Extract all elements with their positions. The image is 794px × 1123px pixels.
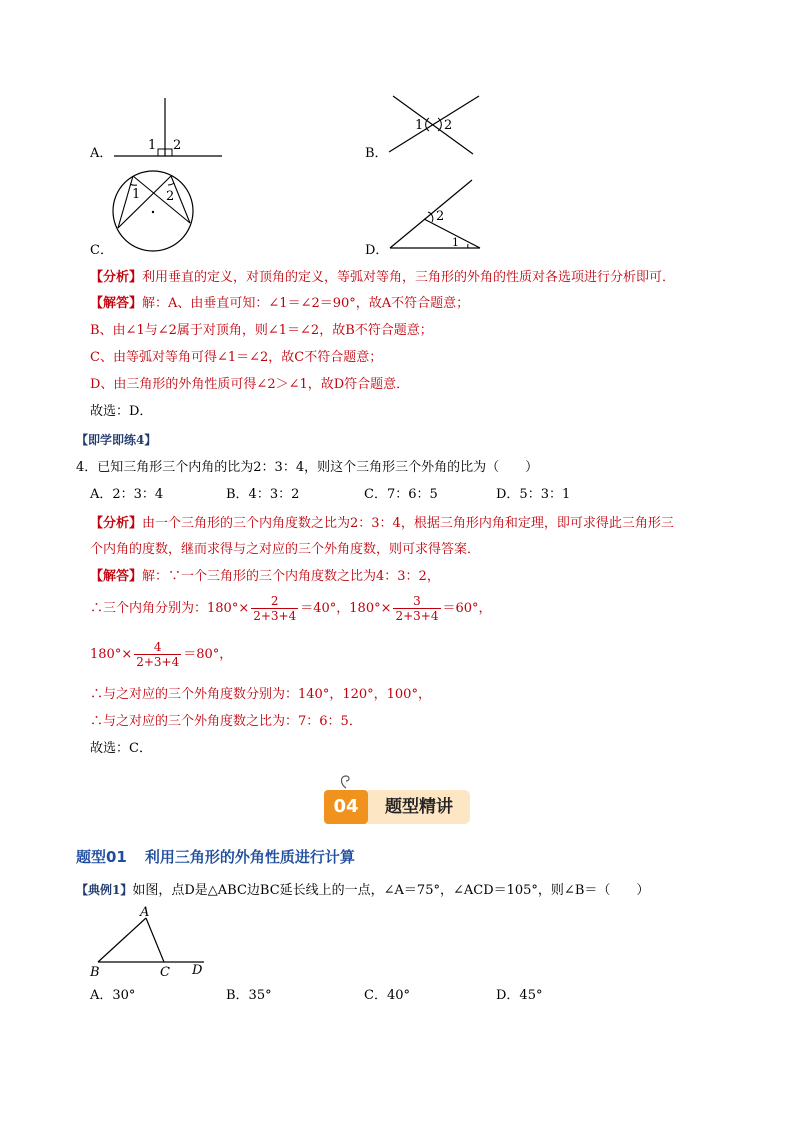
frac2-num: 3 [393, 594, 440, 609]
frac1-den: 2+3+4 [253, 609, 297, 623]
analysis-text: 利用垂直的定义，对顶角的定义，等弧对等角，三角形的外角的性质对各选项进行分析即可． [142, 270, 676, 285]
figure-b-vertical-angles [385, 92, 485, 158]
fraction-4-over-9 [134, 640, 181, 669]
frac1-num: 2 [251, 594, 298, 609]
option-b-label: B． [365, 146, 388, 161]
point-b-label: B [90, 965, 100, 980]
practice4-option-b: B．4：3：2 [226, 487, 300, 502]
example1-text: 如图，点D是△ABC边BC延长线上的一点，∠A＝75°，∠ACD＝105°，则∠B＝（ ） [132, 883, 650, 898]
section-badge [324, 786, 472, 826]
p4-choice: 故选：C． [90, 741, 152, 756]
fig-d-angle1: 1 [452, 236, 459, 249]
practice4-tag: 【即学即练4】 [76, 433, 157, 447]
example1-tag: 【典例1】 [76, 883, 133, 897]
answer-line-a: 解：A、由垂直可知：∠1＝∠2＝90°，故A不符合题意； [142, 296, 470, 311]
fig-c-angle1: 1 [132, 187, 141, 202]
q3-analysis [90, 270, 675, 286]
option-c-label: C． [90, 243, 113, 258]
p4-calc-line1 [90, 594, 492, 623]
example1-option-c: C．40° [364, 988, 410, 1003]
point-d-label: D [192, 963, 203, 978]
point-c-label: C [160, 965, 170, 980]
fig-b-angle1: 1 [415, 118, 424, 133]
example1-option-a: A．30° [90, 988, 136, 1003]
p4-answer-line1: 解：∵一个三角形的三个内角度数之比为4：3：2， [142, 569, 440, 584]
practice4-option-a: A．2：3：4 [90, 487, 164, 502]
point-a-label: A [140, 905, 150, 920]
figure-c-circle [108, 168, 200, 254]
p4-answer-tag: 【解答】 [90, 569, 143, 584]
practice4-answer [90, 569, 440, 585]
q3-answer-line-b: B、由∠1与∠2属于对顶角，则∠1＝∠2，故B不符合题意； [90, 323, 433, 338]
section-number: 04 [324, 790, 368, 824]
p4-analysis-line1: 由一个三角形的三个内角度数之比为2：3：4，根据三角形内角和定理，即可求得此三角形三 [142, 516, 674, 531]
calc1-prefix: ∴三个内角分别为：180°× [90, 601, 250, 616]
frac3-den: 2+3+4 [136, 655, 180, 669]
p4-calc-line2 [90, 640, 232, 669]
fig-b-angle2: 2 [444, 118, 453, 133]
p4-analysis-line2: 个内角的度数，继而求得与之对应的三个外角度数，则可求得答案． [90, 542, 481, 557]
type01-number: 题型01 [76, 848, 127, 866]
fig-a-angle1: 1 [148, 138, 157, 153]
practice4-option-d: D．5：3：1 [496, 487, 571, 502]
example1-option-d: D．45° [496, 988, 543, 1003]
option-a-label: A． [90, 146, 113, 161]
example1 [76, 882, 649, 899]
frac3-num: 4 [134, 640, 181, 655]
q3-answer-line-c: C、由等弧对等角可得∠1＝∠2，故C不符合题意； [90, 350, 383, 365]
section-title: 题型精讲 [368, 790, 470, 824]
p4-exterior-angles: ∴与之对应的三个外角度数分别为：140°，120°，100°， [90, 687, 431, 702]
q3-choice: 故选：D． [90, 404, 153, 419]
practice4-analysis [90, 516, 674, 532]
frac2-den: 2+3+4 [395, 609, 439, 623]
fig-d-angle2: 2 [436, 209, 445, 224]
answer-tag: 【解答】 [90, 296, 143, 311]
analysis-tag: 【分析】 [90, 270, 143, 285]
p4-analysis-tag: 【分析】 [90, 516, 143, 531]
calc1-end: ＝60°， [442, 601, 492, 616]
q3-answer-line-a [90, 296, 469, 312]
practice4-question: 4．已知三角形三个内角的比为2：3：4，则这个三角形三个外角的比为（ ） [76, 460, 539, 475]
q3-answer-line-d: D、由三角形的外角性质可得∠2＞∠1，故D符合题意． [90, 377, 410, 392]
calc1-mid: ＝40°，180°× [300, 601, 392, 616]
practice4-option-c: C．7：6：5 [364, 487, 438, 502]
fraction-3-over-9 [393, 594, 440, 623]
figure-d-triangle [388, 176, 484, 252]
calc2-end: ＝80°， [183, 647, 233, 662]
figure-a-perpendicular [110, 96, 225, 160]
calc2-prefix: 180°× [90, 647, 133, 662]
option-d-label: D． [365, 243, 389, 258]
fraction-2-over-9 [251, 594, 298, 623]
fig-c-angle2: 2 [166, 189, 175, 204]
type01-title: 利用三角形的外角性质进行计算 [144, 848, 355, 866]
example1-triangle-figure [86, 904, 216, 978]
type01-heading [76, 846, 355, 867]
p4-exterior-ratio: ∴与之对应的三个外角度数之比为：7：6：5． [90, 714, 362, 729]
example1-option-b: B．35° [226, 988, 272, 1003]
fig-a-angle2: 2 [173, 138, 182, 153]
